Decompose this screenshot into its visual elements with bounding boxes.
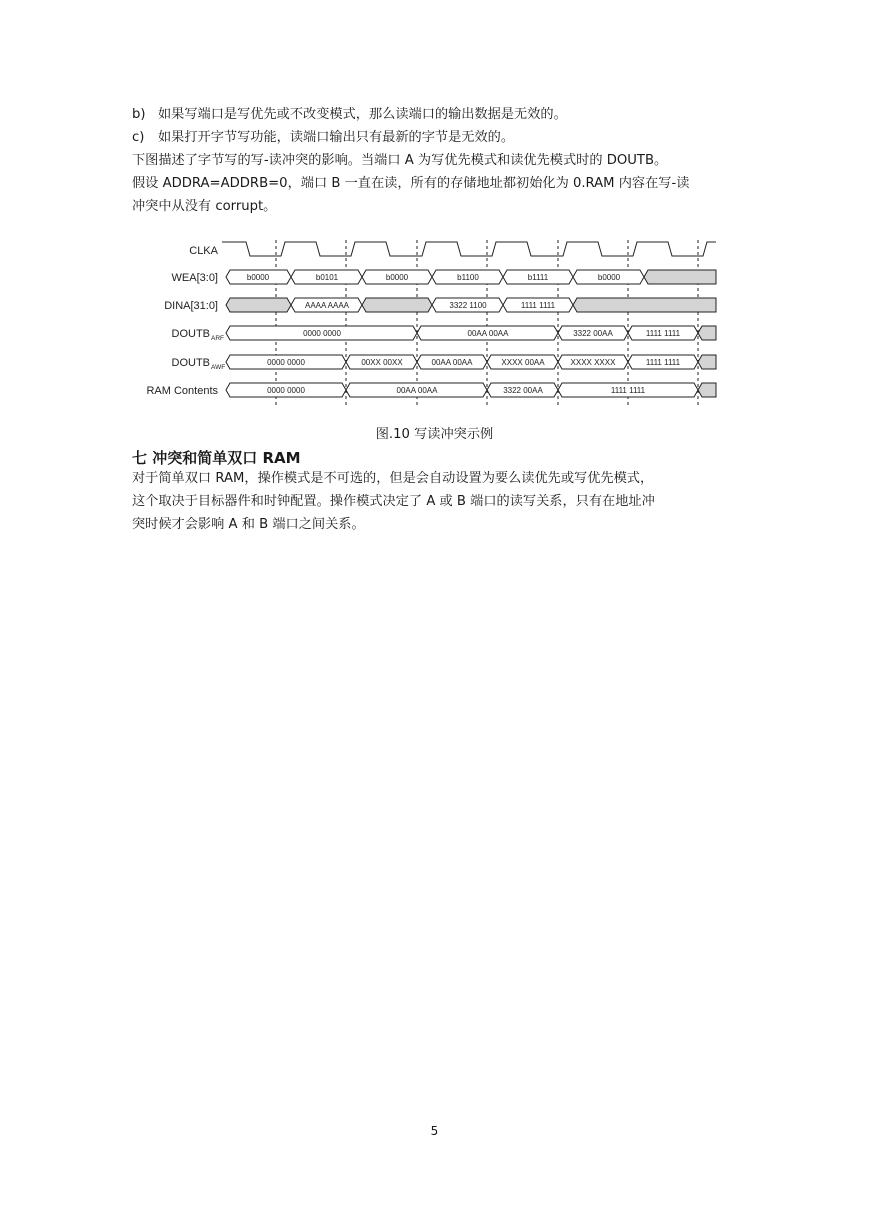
signal-subscript-arf: ARF xyxy=(211,335,224,342)
dina-value: 1111 1111 xyxy=(520,301,556,310)
doutb-awf-value: 1111 1111 xyxy=(645,358,681,367)
dina-value: 3322 1100 xyxy=(449,301,487,310)
clka-waveform xyxy=(222,242,716,256)
doutb-arf-value: 0000 0000 xyxy=(303,329,341,338)
signal-label-wea: WEA[3:0] xyxy=(171,272,218,284)
doutb-awf-value: XXXX 00AA xyxy=(501,358,545,367)
signal-label-doutb-awf: DOUTB xyxy=(171,357,210,369)
intro-line-1: 下图描述了字节写的写-读冲突的影响。当端口 A 为写优先模式和读优先模式时的 DOUTB。 xyxy=(132,153,668,168)
page-number: 5 xyxy=(430,1124,439,1138)
list-item-c xyxy=(132,129,514,147)
wea-value: b1100 xyxy=(457,273,479,282)
list-text: 如果打开字节写功能，读端口输出只有最新的字节是无效的。 xyxy=(158,130,515,145)
list-marker: c) xyxy=(132,130,145,145)
section-heading: 七 冲突和简单双口 RAM xyxy=(132,449,301,467)
doutb-awf-value: XXXX XXXX xyxy=(570,358,616,367)
ram-value: 3322 00AA xyxy=(503,386,543,395)
list-item-b xyxy=(132,106,567,124)
figure-caption: 图.10 写读冲突示例 xyxy=(375,427,494,442)
wea-value: b1111 xyxy=(527,273,549,282)
wea-segment-invalid xyxy=(644,270,716,284)
doutb-arf-segment-next xyxy=(698,326,716,340)
doutb-awf-value: 00AA 00AA xyxy=(431,358,473,367)
signal-label-clka: CLKA xyxy=(189,245,218,257)
ram-segment-next xyxy=(698,383,716,397)
dina-segment-invalid xyxy=(226,298,291,312)
section-line-1: 对于简单双口 RAM，操作模式是不可选的，但是会自动设置为要么读优先或写优先模式， xyxy=(132,471,654,486)
doutb-arf-value: 1111 1111 xyxy=(645,329,681,338)
doutb-arf-value: 00AA 00AA xyxy=(467,329,509,338)
wea-value: b0000 xyxy=(597,273,621,282)
doutb-awf-segment-next xyxy=(698,355,716,369)
timing-diagram xyxy=(130,234,730,418)
dina-segment-invalid xyxy=(573,298,716,312)
wea-value: b0000 xyxy=(385,273,409,282)
wea-value: b0101 xyxy=(315,273,339,282)
intro-line-2: 假设 ADDRA=ADDRB=0，端口 B 一直在读，所有的存储地址都初始化为 0.RAM 内容在写-读 xyxy=(132,176,690,191)
doutb-awf-value: 0000 0000 xyxy=(267,358,305,367)
signal-subscript-awf: AWF xyxy=(211,364,226,371)
doutb-arf-value: 3322 00AA xyxy=(573,329,613,338)
dina-segment-invalid xyxy=(362,298,432,312)
section-line-3: 突时候才会影响 A 和 B 端口之间关系。 xyxy=(132,517,365,532)
list-marker: b) xyxy=(132,107,146,122)
intro-line-3: 冲突中从没有 corrupt。 xyxy=(132,199,277,214)
dina-value: AAAA AAAA xyxy=(304,301,350,310)
section-line-2: 这个取决于目标器件和时钟配置。操作模式决定了 A 或 B 端口的读写关系，只有在地址冲 xyxy=(132,494,655,509)
list-text: 如果写端口是写优先或不改变模式，那么读端口的输出数据是无效的。 xyxy=(158,107,567,122)
ram-value: 0000 0000 xyxy=(267,386,305,395)
signal-label-ram: RAM Contents xyxy=(146,385,218,397)
ram-value: 00AA 00AA xyxy=(396,386,438,395)
doutb-awf-value: 00XX 00XX xyxy=(361,358,403,367)
signal-label-dina: DINA[31:0] xyxy=(164,300,218,312)
signal-label-doutb-arf: DOUTB xyxy=(171,328,210,340)
ram-value: 1111 1111 xyxy=(610,386,646,395)
wea-value: b0000 xyxy=(246,273,270,282)
